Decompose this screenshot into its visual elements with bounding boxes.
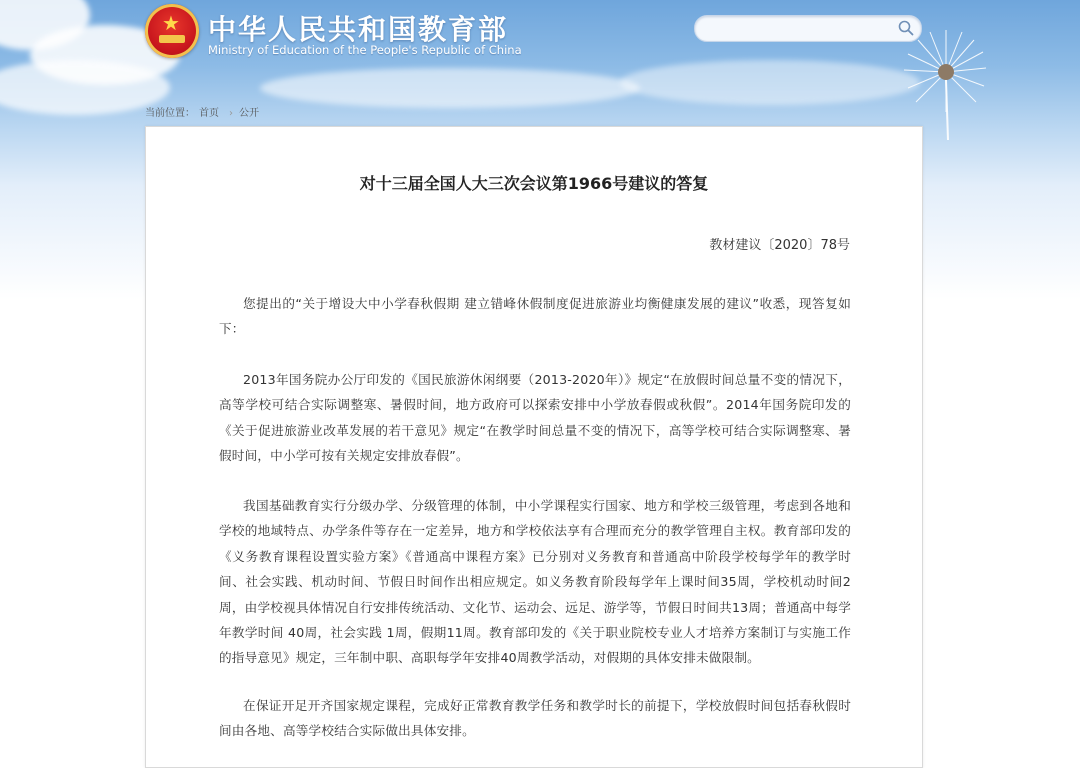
breadcrumb-label: 当前位置： (145, 108, 195, 119)
document-paragraph: 2013年国务院办公厅印发的《国民旅游休闲纲要（2013-2020年）》规定“在放假时间总量不变的情况下，高等学校可结合实际调整寒、暑假时间，地方政府可以探索安排中小学放春假或秋假”。2014年国务院印发的《关于促进旅游业改革发展的若干意见》规定“在教学时间总量不变的情况下，高等学校可结合实际调整寒、暑假时间，中小学可按有关规定安排放春假”。 (219, 372, 851, 464)
document-paragraph: 在保证开足开齐国家规定课程，完成好正常教育教学任务和教学时长的前提下，学校放假时间包括春秋假时间由各地、高等学校结合实际做出具体安排。 (219, 698, 851, 739)
document-paragraph: 我国基础教育实行分级办学、分级管理的体制，中小学课程实行国家、地方和学校三级管理，考虑到各地和学校的地域特点、办学条件等存在一定差异，地方和学校依法享有合理而充分的教学管理自主权。教育部印发的《义务教育课程设置实验方案》《普通高中课程方案》已分别对义务教育和普通高中阶段学校每学年的教学时间、社会实践、机动时间、节假日时间作出相应规定。如义务教育阶段每学年上课时间35周，学校机动时间2周，由学校视具体情况自行安排传统活动、文化节、运动会、远足、游学等，节假日时间共13周；普通高中每学年教学时间 40周，社会实践 1周，假期11周。教育部印发的《关于职业院校专业人才培养方案制订与实施工作的指导意见》规定，三年制中职、高职每学年安排40周教学活动，对假期的具体安排未做限制。 (219, 498, 851, 666)
search-input[interactable] (705, 19, 889, 39)
document-paragraph: 您提出的“关于增设大中小学春秋假期 建立错峰休假制度促进旅游业均衡健康发展的建议”收悉，现答复如下： (219, 296, 851, 337)
site-title[interactable]: 中华人民共和国教育部 (208, 13, 509, 46)
document-title: 对十三届全国人大三次会议第1966号建议的答复 (359, 174, 709, 193)
document-number: 教材建议〔2020〕78号 (709, 238, 850, 253)
breadcrumb-home-link[interactable]: 首页 (199, 108, 219, 119)
cloud-decoration (620, 60, 920, 105)
document-panel (145, 126, 923, 768)
dandelion-decoration (878, 10, 1028, 140)
gate-icon (159, 35, 185, 43)
site-subtitle: Ministry of Education of the People's Republic of China (208, 43, 522, 57)
breadcrumb (145, 104, 263, 119)
chevron-right-icon: › (229, 108, 233, 119)
breadcrumb-current[interactable]: 公开 (239, 108, 259, 119)
national-emblem-logo[interactable] (145, 4, 199, 58)
cloud-decoration (260, 68, 640, 108)
star-icon: ★ (162, 11, 180, 35)
